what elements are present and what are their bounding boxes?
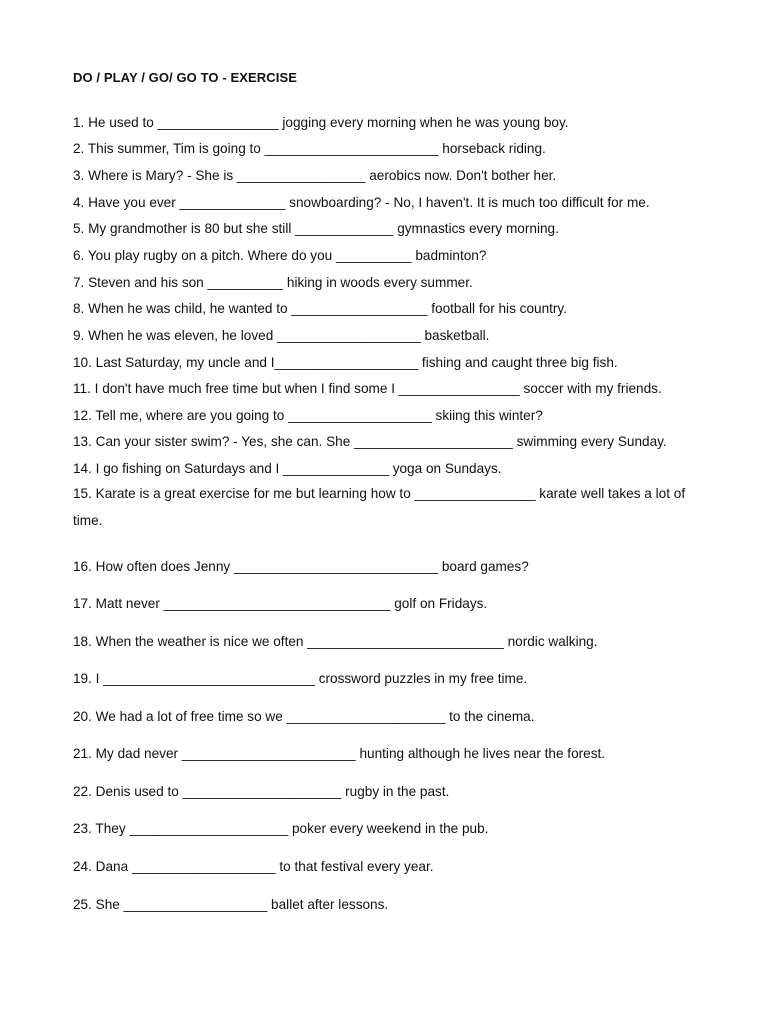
exercise-item-6: 6. You play rugby on a pitch. Where do you __________ badminton? xyxy=(73,248,487,263)
worksheet-title: DO / PLAY / GO/ GO TO - EXERCISE xyxy=(73,70,298,85)
exercise-item-19: 19. I ____________________________ crossword puzzles in my free time. xyxy=(73,671,528,686)
exercise-item-25: 25. She ___________________ ballet after lessons. xyxy=(73,897,389,912)
exercise-item-15: 15. Karate is a great exercise for me but learning how to ________________ karate well takes a lot of time. xyxy=(73,486,686,528)
exercise-item-3: 3. Where is Mary? - She is _________________ aerobics now. Don't bother her. xyxy=(73,168,557,183)
exercise-item-2: 2. This summer, Tim is going to _______________________ horseback riding. xyxy=(73,141,546,156)
exercise-item-16: 16. How often does Jenny ___________________________ board games? xyxy=(73,559,529,574)
exercise-item-11: 11. I don't have much free time but when I find some I ________________ soccer with my friends. xyxy=(73,381,662,396)
exercise-item-9: 9. When he was eleven, he loved ___________________ basketball. xyxy=(73,328,490,343)
exercise-item-20: 20. We had a lot of free time so we _____________________ to the cinema. xyxy=(73,709,535,724)
exercise-item-22: 22. Denis used to _____________________ rugby in the past. xyxy=(73,784,450,799)
exercise-item-1: 1. He used to ________________ jogging every morning when he was young boy. xyxy=(73,115,569,130)
exercise-item-10: 10. Last Saturday, my uncle and I___________________ fishing and caught three big fish. xyxy=(73,355,618,370)
exercise-item-8: 8. When he was child, he wanted to __________________ football for his country. xyxy=(73,301,567,316)
exercise-item-21: 21. My dad never _______________________ hunting although he lives near the forest. xyxy=(73,746,606,761)
exercise-item-24: 24. Dana ___________________ to that festival every year. xyxy=(73,859,434,874)
exercise-item-13: 13. Can your sister swim? - Yes, she can. She _____________________ swimming every Sunday. xyxy=(73,434,667,449)
exercise-item-12: 12. Tell me, where are you going to ___________________ skiing this winter? xyxy=(73,408,543,423)
exercise-item-5: 5. My grandmother is 80 but she still _____________ gymnastics every morning. xyxy=(73,221,559,236)
exercise-item-18: 18. When the weather is nice we often __________________________ nordic walking. xyxy=(73,634,598,649)
exercise-item-17: 17. Matt never ______________________________ golf on Fridays. xyxy=(73,596,488,611)
exercise-item-4: 4. Have you ever ______________ snowboarding? - No, I haven't. It is much too difficult for me. xyxy=(73,195,650,210)
exercise-item-14: 14. I go fishing on Saturdays and I ______________ yoga on Sundays. xyxy=(73,461,502,476)
exercise-item-23: 23. They _____________________ poker every weekend in the pub. xyxy=(73,821,489,836)
exercise-item-7: 7. Steven and his son __________ hiking in woods every summer. xyxy=(73,275,473,290)
